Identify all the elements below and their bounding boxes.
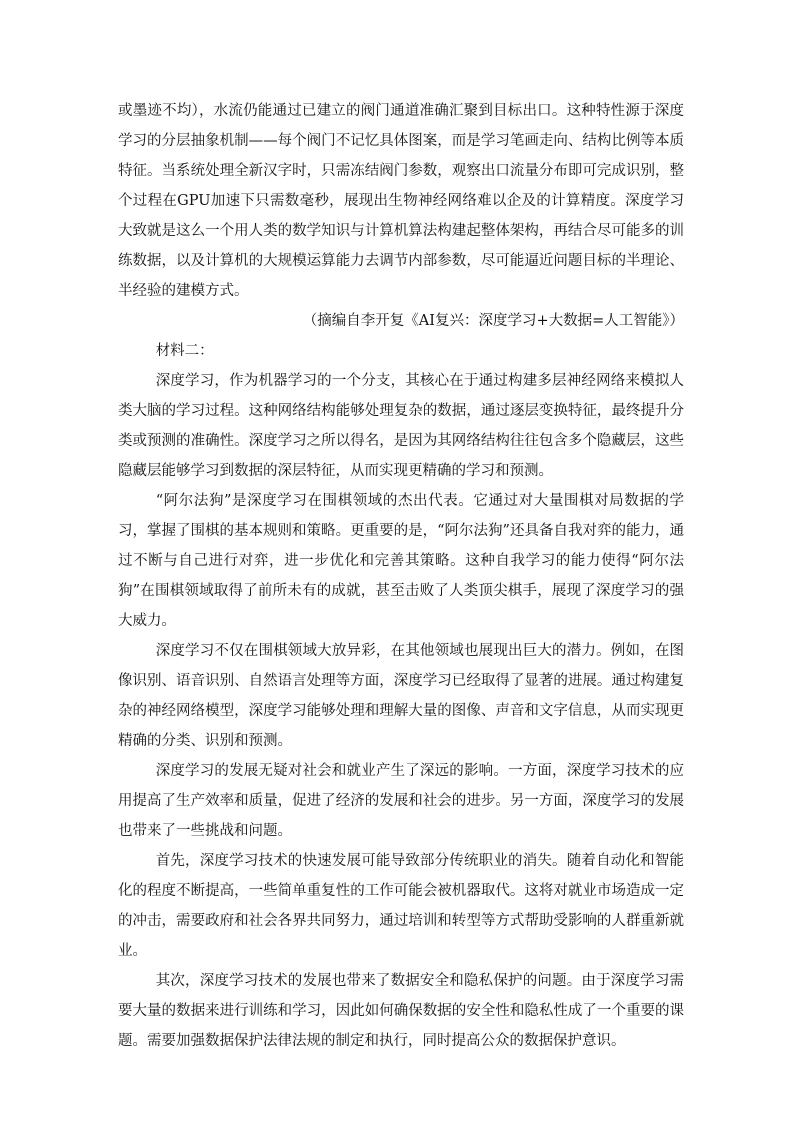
paragraph-deep-learning-definition: 深度学习，作为机器学习的一个分支，其核心在于通过构建多层神经网络来模拟人类大脑的学习过程。这种网络结构能够处理复杂的数据，通过逐层变换特征，最终提升分类或预测的准确性。深度学习之所以得名，是因为其网络结构往往包含多个隐藏层，这些隐藏层能够学习到数据的深层特征，从而实现更精确的学习和预测。 (118, 373, 684, 479)
paragraph-social-impact: 深度学习的发展无疑对社会和就业产生了深远的影响。一方面，深度学习技术的应用提高了生产效率和质量，促进了经济的发展和社会的进步。另一方面，深度学习的发展也带来了一些挑战和问题。 (118, 763, 684, 839)
source-citation: （摘编自李开复《AI复兴：深度学习+大数据=人工智能》） (302, 313, 684, 329)
paragraph-other-fields: 深度学习不仅在围棋领域大放异彩，在其他领域也展现出巨大的潜力。例如，在图像识别、语音识别、自然语言处理等方面，深度学习已经取得了显著的进展。通过构建复杂的神经网络模型，深度学习能够处理和理解大量的图像、声音和文字信息，从而实现更精确的分类、识别和预测。 (118, 643, 684, 749)
paragraph-alphago: “阿尔法狗”是深度学习在围棋领域的杰出代表。它通过对大量围棋对局数据的学习，掌握了围棋的基本规则和策略。更重要的是，“阿尔法狗”还具备自我对弈的能力，通过不断与自己进行对弈，进一步优化和完善其策略。这种自我学习的能力使得“阿尔法狗”在围棋领域取得了前所未有的成就，甚至击败了人类顶尖棋手，展现了深度学习的强大威力。 (118, 493, 684, 629)
paragraph-data-privacy: 其次，深度学习技术的发展也带来了数据安全和隐私保护的问题。由于深度学习需要大量的数据来进行训练和学习，因此如何确保数据的安全性和隐私性成了一个重要的课题。需要加强数据保护法律法规的制定和执行，同时提高公众的数据保护意识。 (118, 973, 684, 1049)
paragraph-jobs: 首先，深度学习技术的快速发展可能导致部分传统职业的消失。随着自动化和智能化的程度不断提高，一些简单重复性的工作可能会被机器取代。这将对就业市场造成一定的冲击，需要政府和社会各界共同努力，通过培训和转型等方式帮助受影响的人群重新就业。 (118, 853, 684, 959)
document-body (118, 96, 684, 1056)
material-two-label: 材料二： (155, 343, 214, 359)
paragraph-continuation: 或墨迹不均），水流仍能通过已建立的阀门通道准确汇聚到目标出口。这种特性源于深度学习的分层抽象机制——每个阀门不记忆具体图案，而是学习笔画走向、结构比例等本质特征。当系统处理全新汉字时，只需冻结阀门参数，观察出口流量分布即可完成识别，整个过程在GPU加速下只需数毫秒，展现出生物神经网络难以企及的计算精度。深度学习大致就是这么一个用人类的数学知识与计算机算法构建起整体架构，再结合尽可能多的训练数据，以及计算机的大规模运算能力去调节内部参数，尽可能逼近问题目标的半理论、半经验的建模方式。 (118, 103, 684, 299)
